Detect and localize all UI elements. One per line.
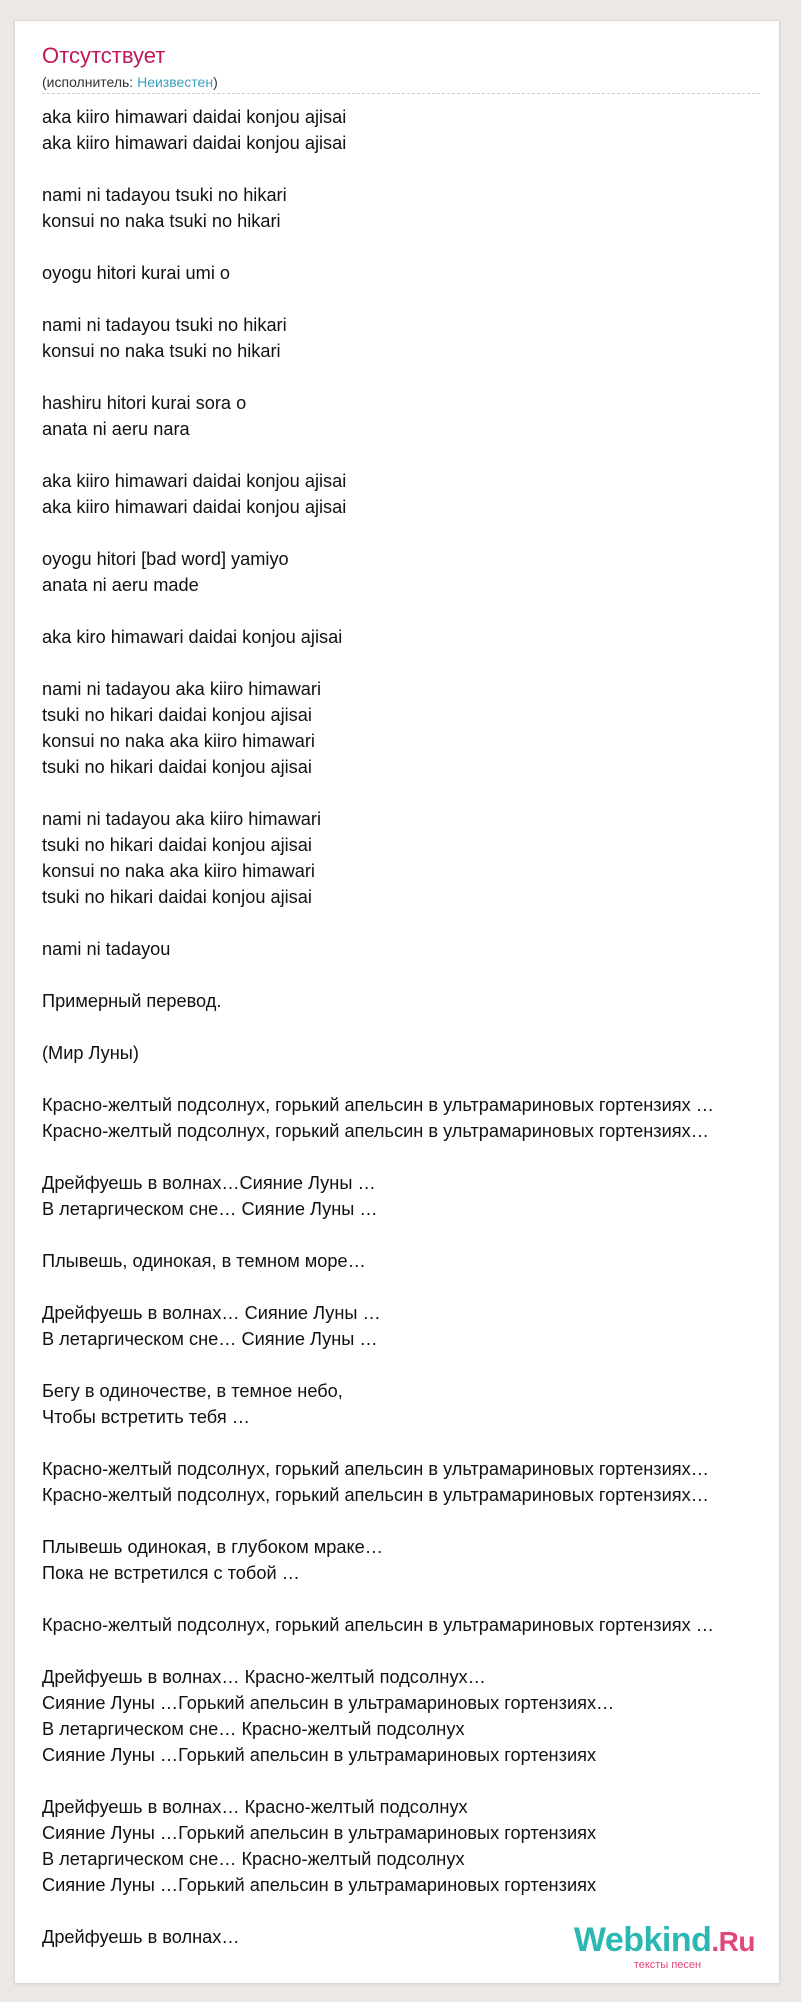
lyrics-text (42, 104, 780, 1950)
lyric-line (42, 442, 780, 468)
lyric-line: tsuki no hikari daidai konjou ajisai (42, 757, 312, 777)
lyric-line: nami ni tadayou aka kiiro himawari (42, 809, 322, 829)
lyric-line: Примерный перевод. (42, 991, 222, 1011)
lyric-line (42, 1508, 780, 1534)
lyric-line (42, 364, 780, 390)
lyric-line: Красно-желтый подсолнух, горький апельсин в ультрамариновых гортензиях… (42, 1121, 709, 1141)
header-divider (42, 93, 760, 94)
lyric-line (42, 1222, 780, 1248)
lyric-line: Плывешь одинокая, в глубоком мраке… (42, 1537, 383, 1557)
lyric-line: konsui no naka tsuki no hikari (42, 341, 281, 361)
logo-tagline: тексты песен (633, 1959, 702, 1971)
lyric-line (42, 910, 780, 936)
lyric-line: aka kiiro himawari daidai konjou ajisai (42, 471, 347, 491)
lyric-line: aka kiiro himawari daidai konjou ajisai (42, 107, 347, 127)
lyric-line: (Мир Луны) (42, 1043, 139, 1063)
lyric-line: Красно-желтый подсолнух, горький апельсин в ультрамариновых гортензиях… (42, 1459, 709, 1479)
lyric-line (42, 1768, 780, 1794)
lyric-line: tsuki no hikari daidai konjou ajisai (42, 705, 312, 725)
lyric-line: Красно-желтый подсолнух, горький апельсин в ультрамариновых гортензиях … (42, 1615, 714, 1635)
artist-prefix: (исполнитель: (42, 74, 138, 90)
lyric-line: oyogu hitori kurai umi o (42, 263, 231, 283)
lyric-line: В летаргическом сне… Сияние Луны … (42, 1199, 378, 1219)
lyric-line (42, 1274, 780, 1300)
lyric-line (42, 1014, 780, 1040)
lyric-line (42, 780, 780, 806)
lyric-line (42, 1586, 780, 1612)
artist-link[interactable]: Неизвестен (137, 74, 214, 90)
lyrics-card (14, 20, 780, 1984)
lyric-line: В летаргическом сне… Сияние Луны … (42, 1329, 378, 1349)
lyric-line: nami ni tadayou aka kiiro himawari (42, 679, 322, 699)
lyric-line: В летаргическом сне… Красно-желтый подсолнух (42, 1849, 465, 1869)
lyric-line: Бегу в одиночестве, в темное небо, (42, 1381, 343, 1401)
lyric-line: konsui no naka tsuki no hikari (42, 211, 281, 231)
lyric-line (42, 1430, 780, 1456)
lyric-line: tsuki no hikari daidai konjou ajisai (42, 835, 312, 855)
lyric-line: Сияние Луны …Горький апельсин в ультрамариновых гортензиях (42, 1745, 597, 1765)
lyric-line: Красно-желтый подсолнух, горький апельсин в ультрамариновых гортензиях… (42, 1485, 709, 1505)
lyric-line: В летаргическом сне… Красно-желтый подсолнух (42, 1719, 465, 1739)
lyric-line: Дрейфуешь в волнах… Красно-желтый подсолнух (42, 1797, 468, 1817)
lyric-line: Пока не встретился с тобой … (42, 1563, 300, 1583)
lyric-line: tsuki no hikari daidai konjou ajisai (42, 887, 312, 907)
lyric-line (42, 520, 780, 546)
lyric-line: Плывешь, одинокая, в темном море… (42, 1251, 366, 1271)
lyric-line: hashiru hitori kurai sora o (42, 393, 247, 413)
lyric-line: anata ni aeru made (42, 575, 199, 595)
lyric-line (42, 650, 780, 676)
lyric-line (42, 1144, 780, 1170)
lyric-line (42, 962, 780, 988)
lyric-line: konsui no naka aka kiiro himawari (42, 861, 315, 881)
lyric-line: Сияние Луны …Горький апельсин в ультрамариновых гортензиях (42, 1875, 597, 1895)
lyric-line (42, 1638, 780, 1664)
lyric-line: Дрейфуешь в волнах… Красно-желтый подсолнух… (42, 1667, 486, 1687)
lyric-line: Дрейфуешь в волнах…Сияние Луны … (42, 1173, 376, 1193)
lyric-line: Дрейфуешь в волнах… (42, 1927, 240, 1947)
lyric-line (42, 234, 780, 260)
lyric-line: aka kiiro himawari daidai konjou ajisai (42, 133, 347, 153)
lyric-line: Дрейфуешь в волнах… Сияние Луны … (42, 1303, 381, 1323)
lyric-line (42, 1352, 780, 1378)
logo-brand: Webkind (573, 1921, 712, 1959)
lyric-line (42, 1066, 780, 1092)
lyric-line (42, 286, 780, 312)
song-title: Отсутствует (42, 43, 166, 68)
lyric-line: Чтобы встретить тебя … (42, 1407, 250, 1427)
lyric-line: anata ni aeru nara (42, 419, 190, 439)
site-logo[interactable] (574, 1923, 755, 1971)
lyric-line: Красно-желтый подсолнух, горький апельсин в ультрамариновых гортензиях … (42, 1095, 714, 1115)
lyric-line: Сияние Луны …Горький апельсин в ультрамариновых гортензиях… (42, 1693, 615, 1713)
lyric-line: konsui no naka aka kiiro himawari (42, 731, 315, 751)
lyric-line (42, 156, 780, 182)
logo-tld: .Ru (711, 1926, 755, 1957)
artist-line (42, 73, 218, 91)
lyric-line: Сияние Луны …Горький апельсин в ультрамариновых гортензиях (42, 1823, 597, 1843)
lyric-line: aka kiro himawari daidai konjou ajisai (42, 627, 343, 647)
lyric-line: nami ni tadayou tsuki no hikari (42, 315, 287, 335)
lyric-line: nami ni tadayou (42, 939, 171, 959)
lyric-line (42, 598, 780, 624)
artist-suffix: ) (213, 74, 218, 90)
lyric-line: aka kiiro himawari daidai konjou ajisai (42, 497, 347, 517)
lyric-line: oyogu hitori [bad word] yamiyo (42, 549, 289, 569)
lyric-line: nami ni tadayou tsuki no hikari (42, 185, 287, 205)
